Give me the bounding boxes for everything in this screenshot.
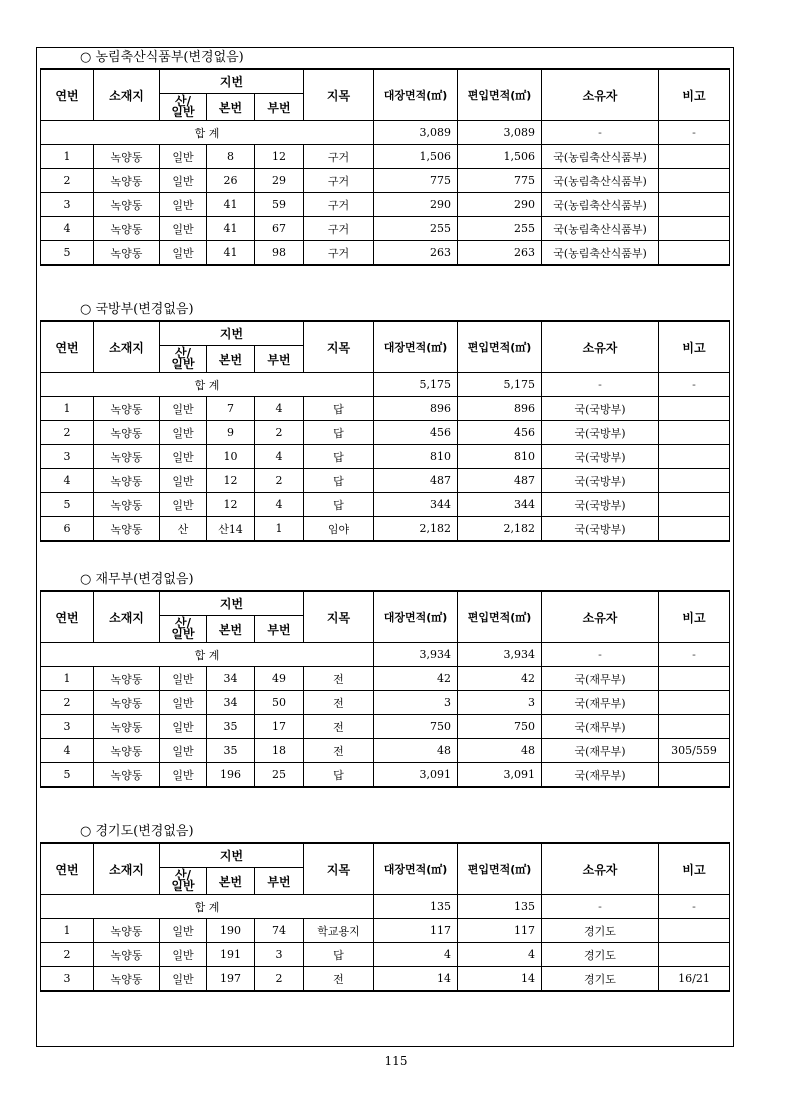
cell-san: 일반 [160, 421, 207, 445]
cell-san: 일반 [160, 193, 207, 217]
cell-remarks [659, 919, 730, 943]
cell-remarks [659, 421, 730, 445]
cell-san: 일반 [160, 763, 207, 788]
col-header-location: 소재지 [94, 591, 160, 643]
cell-land-type: 답 [304, 397, 374, 421]
cell-location: 녹양동 [94, 445, 160, 469]
col-header-row-no: 연번 [41, 843, 94, 895]
cell-land-type: 임야 [304, 517, 374, 542]
total-ledger-area: 135 [374, 895, 458, 919]
cell-land-type: 전 [304, 691, 374, 715]
cell-incorp-area: 3 [458, 691, 542, 715]
san-top: 산/ [175, 616, 191, 630]
cell-main-no: 7 [207, 397, 255, 421]
col-header-row-no: 연번 [41, 69, 94, 121]
table-row [41, 667, 730, 691]
cell-main-no: 26 [207, 169, 255, 193]
cell-incorp-area: 117 [458, 919, 542, 943]
cell-row-no: 6 [41, 517, 94, 542]
table-row [41, 469, 730, 493]
cell-remarks [659, 763, 730, 788]
cell-location: 녹양동 [94, 397, 160, 421]
cell-incorp-area: 810 [458, 445, 542, 469]
cell-sub-no: 59 [255, 193, 304, 217]
san-bottom: 일반 [171, 357, 195, 371]
total-remarks: - [659, 121, 730, 145]
cell-ledger-area: 42 [374, 667, 458, 691]
total-incorp-area: 3,934 [458, 643, 542, 667]
table-row [41, 193, 730, 217]
cell-incorp-area: 456 [458, 421, 542, 445]
cell-row-no: 3 [41, 967, 94, 992]
cell-row-no: 2 [41, 169, 94, 193]
cell-sub-no: 2 [255, 469, 304, 493]
cell-sub-no: 50 [255, 691, 304, 715]
table-row [41, 241, 730, 266]
cell-sub-no: 4 [255, 493, 304, 517]
cell-remarks: 16/21 [659, 967, 730, 992]
cell-ledger-area: 290 [374, 193, 458, 217]
cell-incorp-area: 42 [458, 667, 542, 691]
cell-location: 녹양동 [94, 715, 160, 739]
cell-row-no: 3 [41, 445, 94, 469]
cell-owner: 국(재무부) [542, 763, 659, 788]
cell-location: 녹양동 [94, 493, 160, 517]
cell-san: 일반 [160, 397, 207, 421]
col-header-land-type: 지목 [304, 321, 374, 373]
col-header-remarks: 비고 [659, 69, 730, 121]
cell-ledger-area: 750 [374, 715, 458, 739]
cell-location: 녹양동 [94, 667, 160, 691]
col-header-remarks: 비고 [659, 321, 730, 373]
owner-section [40, 570, 729, 788]
cell-row-no: 1 [41, 145, 94, 169]
cell-location: 녹양동 [94, 739, 160, 763]
cell-owner: 국(국방부) [542, 445, 659, 469]
cell-ledger-area: 3 [374, 691, 458, 715]
cell-owner: 경기도 [542, 919, 659, 943]
col-header-ledger-area: 대장면적(㎡) [374, 843, 458, 895]
cell-incorp-area: 48 [458, 739, 542, 763]
section-title: ○ 국방부(변경없음) [80, 302, 194, 317]
cell-row-no: 2 [41, 691, 94, 715]
table-row [41, 943, 730, 967]
san-top: 산/ [175, 346, 191, 360]
total-incorp-area: 5,175 [458, 373, 542, 397]
cell-incorp-area: 14 [458, 967, 542, 992]
cell-ledger-area: 1,506 [374, 145, 458, 169]
cell-ledger-area: 456 [374, 421, 458, 445]
col-header-sub-no: 부번 [255, 94, 304, 121]
cell-location: 녹양동 [94, 217, 160, 241]
cell-san: 일반 [160, 169, 207, 193]
cell-location: 녹양동 [94, 421, 160, 445]
cell-main-no: 8 [207, 145, 255, 169]
total-remarks: - [659, 643, 730, 667]
col-header-sub-no: 부번 [255, 616, 304, 643]
col-header-jibun: 지번 [160, 843, 304, 868]
cell-owner: 국(국방부) [542, 493, 659, 517]
cell-remarks [659, 193, 730, 217]
san-bottom: 일반 [171, 879, 195, 893]
cell-san: 일반 [160, 967, 207, 992]
cell-main-no: 35 [207, 715, 255, 739]
cell-location: 녹양동 [94, 919, 160, 943]
cell-row-no: 4 [41, 739, 94, 763]
cell-location: 녹양동 [94, 193, 160, 217]
cell-row-no: 4 [41, 217, 94, 241]
total-remarks: - [659, 895, 730, 919]
cell-row-no: 3 [41, 193, 94, 217]
cell-incorp-area: 290 [458, 193, 542, 217]
cell-remarks [659, 715, 730, 739]
total-owner: - [542, 895, 659, 919]
land-table [40, 320, 730, 542]
cell-owner: 국(농림축산식품부) [542, 145, 659, 169]
cell-sub-no: 25 [255, 763, 304, 788]
cell-land-type: 답 [304, 763, 374, 788]
cell-remarks [659, 397, 730, 421]
cell-row-no: 3 [41, 715, 94, 739]
col-header-incorp-area: 편입면적(㎡) [458, 591, 542, 643]
col-header-land-type: 지목 [304, 591, 374, 643]
cell-ledger-area: 14 [374, 967, 458, 992]
cell-main-no: 34 [207, 691, 255, 715]
col-header-ledger-area: 대장면적(㎡) [374, 321, 458, 373]
col-header-incorp-area: 편입면적(㎡) [458, 69, 542, 121]
total-row [41, 895, 730, 919]
col-header-main-no: 본번 [207, 94, 255, 121]
cell-land-type: 답 [304, 421, 374, 445]
cell-main-no: 산14 [207, 517, 255, 542]
cell-remarks [659, 241, 730, 266]
cell-owner: 국(국방부) [542, 517, 659, 542]
cell-main-no: 34 [207, 667, 255, 691]
cell-row-no: 5 [41, 241, 94, 266]
cell-sub-no: 4 [255, 397, 304, 421]
col-header-main-no: 본번 [207, 346, 255, 373]
table-row [41, 445, 730, 469]
col-header-land-type: 지목 [304, 69, 374, 121]
land-table [40, 590, 730, 788]
table-row [41, 169, 730, 193]
cell-location: 녹양동 [94, 241, 160, 266]
cell-row-no: 2 [41, 943, 94, 967]
cell-main-no: 196 [207, 763, 255, 788]
cell-ledger-area: 487 [374, 469, 458, 493]
total-label: 합 계 [41, 895, 374, 919]
cell-row-no: 4 [41, 469, 94, 493]
col-header-san [160, 94, 207, 121]
cell-location: 녹양동 [94, 763, 160, 788]
cell-san: 일반 [160, 691, 207, 715]
cell-san: 산 [160, 517, 207, 542]
total-owner: - [542, 373, 659, 397]
col-header-jibun: 지번 [160, 321, 304, 346]
cell-san: 일반 [160, 715, 207, 739]
cell-sub-no: 12 [255, 145, 304, 169]
total-ledger-area: 3,089 [374, 121, 458, 145]
total-owner: - [542, 121, 659, 145]
section-title: ○ 농림축산식품부(변경없음) [80, 50, 244, 65]
cell-san: 일반 [160, 469, 207, 493]
cell-main-no: 10 [207, 445, 255, 469]
cell-owner: 국(재무부) [542, 667, 659, 691]
cell-sub-no: 49 [255, 667, 304, 691]
cell-land-type: 구거 [304, 169, 374, 193]
cell-land-type: 전 [304, 739, 374, 763]
cell-sub-no: 3 [255, 943, 304, 967]
cell-incorp-area: 4 [458, 943, 542, 967]
land-table [40, 68, 730, 266]
col-header-san [160, 346, 207, 373]
cell-row-no: 5 [41, 493, 94, 517]
section-title: ○ 재무부(변경없음) [80, 572, 194, 587]
cell-land-type: 전 [304, 967, 374, 992]
total-row [41, 373, 730, 397]
cell-location: 녹양동 [94, 469, 160, 493]
cell-incorp-area: 896 [458, 397, 542, 421]
col-header-location: 소재지 [94, 69, 160, 121]
cell-sub-no: 2 [255, 421, 304, 445]
cell-location: 녹양동 [94, 691, 160, 715]
cell-ledger-area: 2,182 [374, 517, 458, 542]
col-header-sub-no: 부번 [255, 868, 304, 895]
cell-land-type: 구거 [304, 193, 374, 217]
cell-owner: 국(재무부) [542, 739, 659, 763]
cell-sub-no: 98 [255, 241, 304, 266]
col-header-ledger-area: 대장면적(㎡) [374, 69, 458, 121]
total-owner: - [542, 643, 659, 667]
cell-san: 일반 [160, 145, 207, 169]
cell-remarks [659, 667, 730, 691]
cell-incorp-area: 263 [458, 241, 542, 266]
total-row [41, 121, 730, 145]
cell-ledger-area: 344 [374, 493, 458, 517]
owner-section [40, 48, 729, 266]
cell-main-no: 35 [207, 739, 255, 763]
cell-row-no: 2 [41, 421, 94, 445]
cell-land-type: 학교용지 [304, 919, 374, 943]
total-label: 합 계 [41, 643, 374, 667]
cell-owner: 국(농림축산식품부) [542, 217, 659, 241]
cell-ledger-area: 263 [374, 241, 458, 266]
cell-san: 일반 [160, 667, 207, 691]
total-incorp-area: 135 [458, 895, 542, 919]
cell-sub-no: 2 [255, 967, 304, 992]
col-header-incorp-area: 편입면적(㎡) [458, 843, 542, 895]
cell-incorp-area: 3,091 [458, 763, 542, 788]
cell-san: 일반 [160, 919, 207, 943]
table-row [41, 739, 730, 763]
cell-sub-no: 4 [255, 445, 304, 469]
col-header-owner: 소유자 [542, 843, 659, 895]
cell-incorp-area: 1,506 [458, 145, 542, 169]
cell-main-no: 41 [207, 193, 255, 217]
col-header-san [160, 616, 207, 643]
cell-main-no: 12 [207, 469, 255, 493]
cell-incorp-area: 344 [458, 493, 542, 517]
cell-sub-no: 67 [255, 217, 304, 241]
san-top: 산/ [175, 94, 191, 108]
total-label: 합 계 [41, 373, 374, 397]
cell-ledger-area: 4 [374, 943, 458, 967]
cell-ledger-area: 117 [374, 919, 458, 943]
table-row [41, 217, 730, 241]
cell-incorp-area: 775 [458, 169, 542, 193]
table-row [41, 919, 730, 943]
cell-san: 일반 [160, 445, 207, 469]
cell-main-no: 12 [207, 493, 255, 517]
table-row [41, 517, 730, 542]
col-header-main-no: 본번 [207, 868, 255, 895]
cell-ledger-area: 775 [374, 169, 458, 193]
total-remarks: - [659, 373, 730, 397]
cell-location: 녹양동 [94, 145, 160, 169]
cell-main-no: 197 [207, 967, 255, 992]
cell-ledger-area: 3,091 [374, 763, 458, 788]
cell-land-type: 답 [304, 943, 374, 967]
table-row [41, 763, 730, 788]
cell-land-type: 구거 [304, 145, 374, 169]
col-header-land-type: 지목 [304, 843, 374, 895]
cell-location: 녹양동 [94, 517, 160, 542]
cell-remarks [659, 217, 730, 241]
cell-land-type: 답 [304, 469, 374, 493]
san-top: 산/ [175, 868, 191, 882]
cell-owner: 국(국방부) [542, 397, 659, 421]
cell-sub-no: 18 [255, 739, 304, 763]
cell-row-no: 1 [41, 667, 94, 691]
cell-land-type: 전 [304, 667, 374, 691]
section-title: ○ 경기도(변경없음) [80, 824, 194, 839]
san-bottom: 일반 [171, 105, 195, 119]
total-ledger-area: 5,175 [374, 373, 458, 397]
land-table [40, 842, 730, 992]
cell-owner: 국(재무부) [542, 691, 659, 715]
cell-sub-no: 17 [255, 715, 304, 739]
cell-remarks [659, 469, 730, 493]
cell-remarks [659, 445, 730, 469]
cell-remarks [659, 169, 730, 193]
cell-remarks [659, 493, 730, 517]
cell-san: 일반 [160, 241, 207, 266]
cell-row-no: 5 [41, 763, 94, 788]
col-header-remarks: 비고 [659, 843, 730, 895]
cell-owner: 경기도 [542, 943, 659, 967]
cell-ledger-area: 48 [374, 739, 458, 763]
cell-land-type: 구거 [304, 217, 374, 241]
cell-row-no: 1 [41, 397, 94, 421]
col-header-sub-no: 부번 [255, 346, 304, 373]
cell-sub-no: 1 [255, 517, 304, 542]
cell-sub-no: 29 [255, 169, 304, 193]
cell-main-no: 191 [207, 943, 255, 967]
cell-main-no: 41 [207, 241, 255, 266]
cell-remarks [659, 691, 730, 715]
cell-sub-no: 74 [255, 919, 304, 943]
cell-incorp-area: 750 [458, 715, 542, 739]
table-row [41, 691, 730, 715]
page-number: 115 [384, 1054, 408, 1068]
col-header-location: 소재지 [94, 843, 160, 895]
cell-owner: 국(국방부) [542, 469, 659, 493]
cell-ledger-area: 810 [374, 445, 458, 469]
cell-incorp-area: 255 [458, 217, 542, 241]
cell-land-type: 구거 [304, 241, 374, 266]
cell-location: 녹양동 [94, 169, 160, 193]
col-header-owner: 소유자 [542, 591, 659, 643]
col-header-remarks: 비고 [659, 591, 730, 643]
cell-land-type: 답 [304, 493, 374, 517]
cell-location: 녹양동 [94, 943, 160, 967]
cell-land-type: 답 [304, 445, 374, 469]
col-header-jibun: 지번 [160, 591, 304, 616]
cell-owner: 국(재무부) [542, 715, 659, 739]
owner-section [40, 822, 729, 992]
cell-owner: 국(농림축산식품부) [542, 169, 659, 193]
cell-ledger-area: 255 [374, 217, 458, 241]
table-row [41, 397, 730, 421]
col-header-ledger-area: 대장면적(㎡) [374, 591, 458, 643]
total-incorp-area: 3,089 [458, 121, 542, 145]
cell-incorp-area: 487 [458, 469, 542, 493]
col-header-san [160, 868, 207, 895]
cell-row-no: 1 [41, 919, 94, 943]
cell-remarks [659, 145, 730, 169]
cell-owner: 경기도 [542, 967, 659, 992]
col-header-owner: 소유자 [542, 321, 659, 373]
col-header-incorp-area: 편입면적(㎡) [458, 321, 542, 373]
col-header-main-no: 본번 [207, 616, 255, 643]
cell-location: 녹양동 [94, 967, 160, 992]
cell-remarks: 305/559 [659, 739, 730, 763]
table-row [41, 967, 730, 992]
table-row [41, 493, 730, 517]
col-header-row-no: 연번 [41, 321, 94, 373]
cell-ledger-area: 896 [374, 397, 458, 421]
cell-san: 일반 [160, 739, 207, 763]
cell-owner: 국(국방부) [542, 421, 659, 445]
cell-main-no: 9 [207, 421, 255, 445]
cell-main-no: 190 [207, 919, 255, 943]
cell-owner: 국(농림축산식품부) [542, 241, 659, 266]
col-header-row-no: 연번 [41, 591, 94, 643]
cell-remarks [659, 517, 730, 542]
cell-land-type: 전 [304, 715, 374, 739]
total-row [41, 643, 730, 667]
cell-san: 일반 [160, 943, 207, 967]
cell-remarks [659, 943, 730, 967]
owner-section [40, 300, 729, 542]
col-header-owner: 소유자 [542, 69, 659, 121]
cell-incorp-area: 2,182 [458, 517, 542, 542]
table-row [41, 715, 730, 739]
total-ledger-area: 3,934 [374, 643, 458, 667]
cell-san: 일반 [160, 217, 207, 241]
cell-main-no: 41 [207, 217, 255, 241]
col-header-location: 소재지 [94, 321, 160, 373]
col-header-jibun: 지번 [160, 69, 304, 94]
san-bottom: 일반 [171, 627, 195, 641]
total-label: 합 계 [41, 121, 374, 145]
table-row [41, 145, 730, 169]
table-row [41, 421, 730, 445]
cell-san: 일반 [160, 493, 207, 517]
cell-owner: 국(농림축산식품부) [542, 193, 659, 217]
